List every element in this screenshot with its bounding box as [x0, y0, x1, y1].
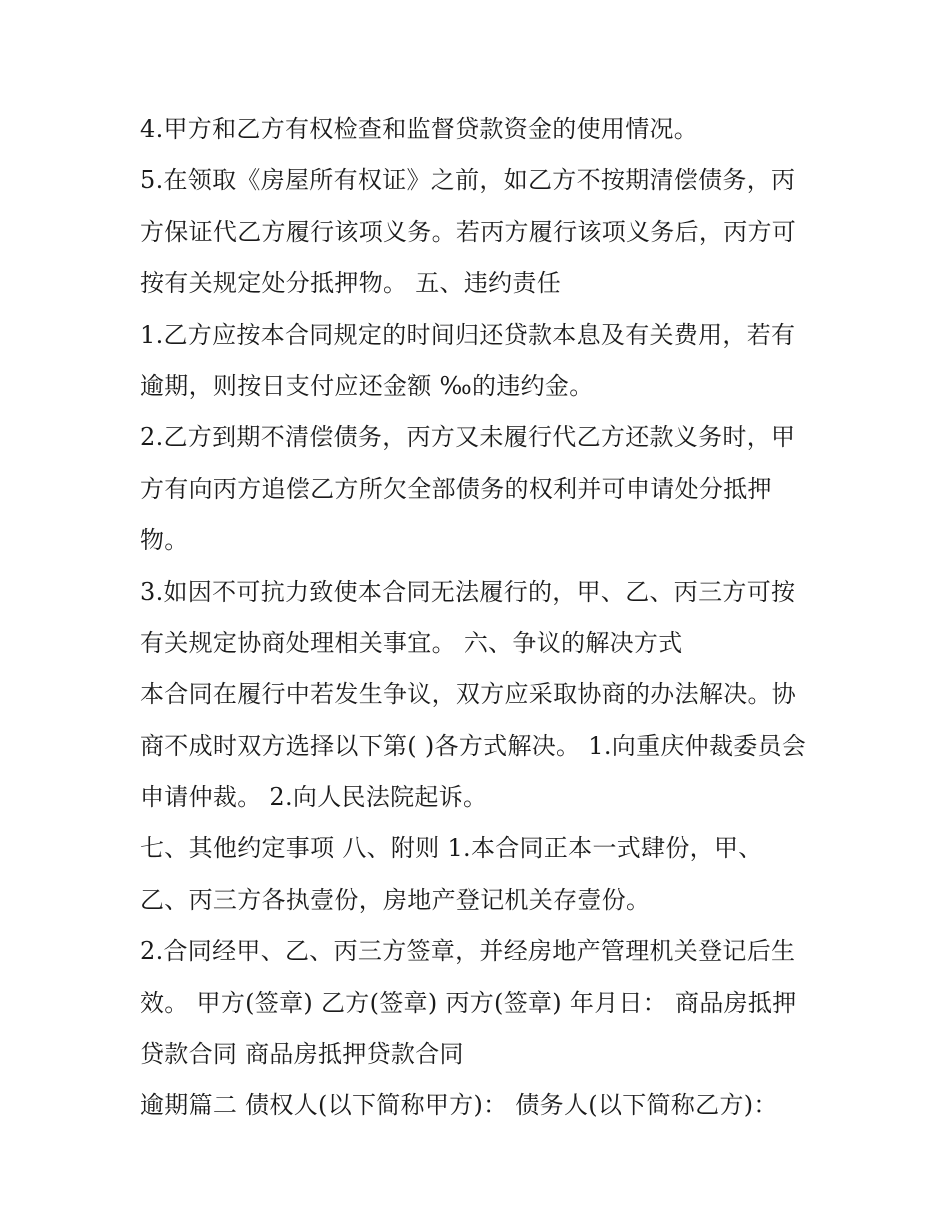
- text-line: 2.合同经甲、乙、丙三方签章，并经房地产管理机关登记后生: [140, 937, 796, 966]
- text-line: 方有向丙方追偿乙方所欠全部债务的权利并可申请处分抵押: [140, 474, 772, 503]
- text-line: 方保证代乙方履行该项义务。若丙方履行该项义务后，丙方可: [140, 217, 797, 246]
- text-line: 5.在领取《房屋所有权证》之前，如乙方不按期清偿债务，丙: [140, 166, 796, 195]
- text-line: 贷款合同 商品房抵押贷款合同: [140, 1040, 464, 1069]
- text-line: 4.甲方和乙方有权检查和监督贷款资金的使用情况。: [140, 115, 699, 143]
- text-line: 本合同在履行中若发生争议，双方应采取协商的办法解决。协: [140, 680, 797, 709]
- text-line: 申请仲裁。 2.向人民法院起诉。: [140, 783, 488, 812]
- text-line: 有关规定协商处理相关事宜。 六、争议的解决方式: [140, 628, 683, 657]
- text-line: 乙、丙三方各执壹份，房地产登记机关存壹份。: [140, 885, 651, 914]
- text-line: 1.乙方应按本合同规定的时间归还贷款本息及有关费用，若有: [140, 320, 796, 349]
- text-line: 2.乙方到期不清偿债务，丙方又未履行代乙方还款义务时，甲: [140, 423, 796, 452]
- text-line: 按有关规定处分抵押物。 五、违约责任: [140, 269, 562, 298]
- text-line: 商不成时双方选择以下第( )各方式解决。 1.向重庆仲裁委员会: [140, 731, 807, 760]
- text-line: 逾期，则按日支付应还金额 ‰的违约金。: [140, 371, 594, 400]
- text-line: 物。: [140, 526, 189, 555]
- text-line: 3.如因不可抗力致使本合同无法履行的，甲、乙、丙三方可按: [140, 577, 796, 606]
- document-body: [140, 104, 820, 1132]
- text-line: 七、其他约定事项 八、附则 1.本合同正本一式肆份，甲、: [140, 834, 763, 863]
- text-line: 逾期篇二 债权人(以下简称甲方)： 债务人(以下简称乙方)：: [140, 1091, 778, 1120]
- text-line: 效。 甲方(签章) 乙方(签章) 丙方(签章) 年月日： 商品房抵押: [140, 988, 797, 1017]
